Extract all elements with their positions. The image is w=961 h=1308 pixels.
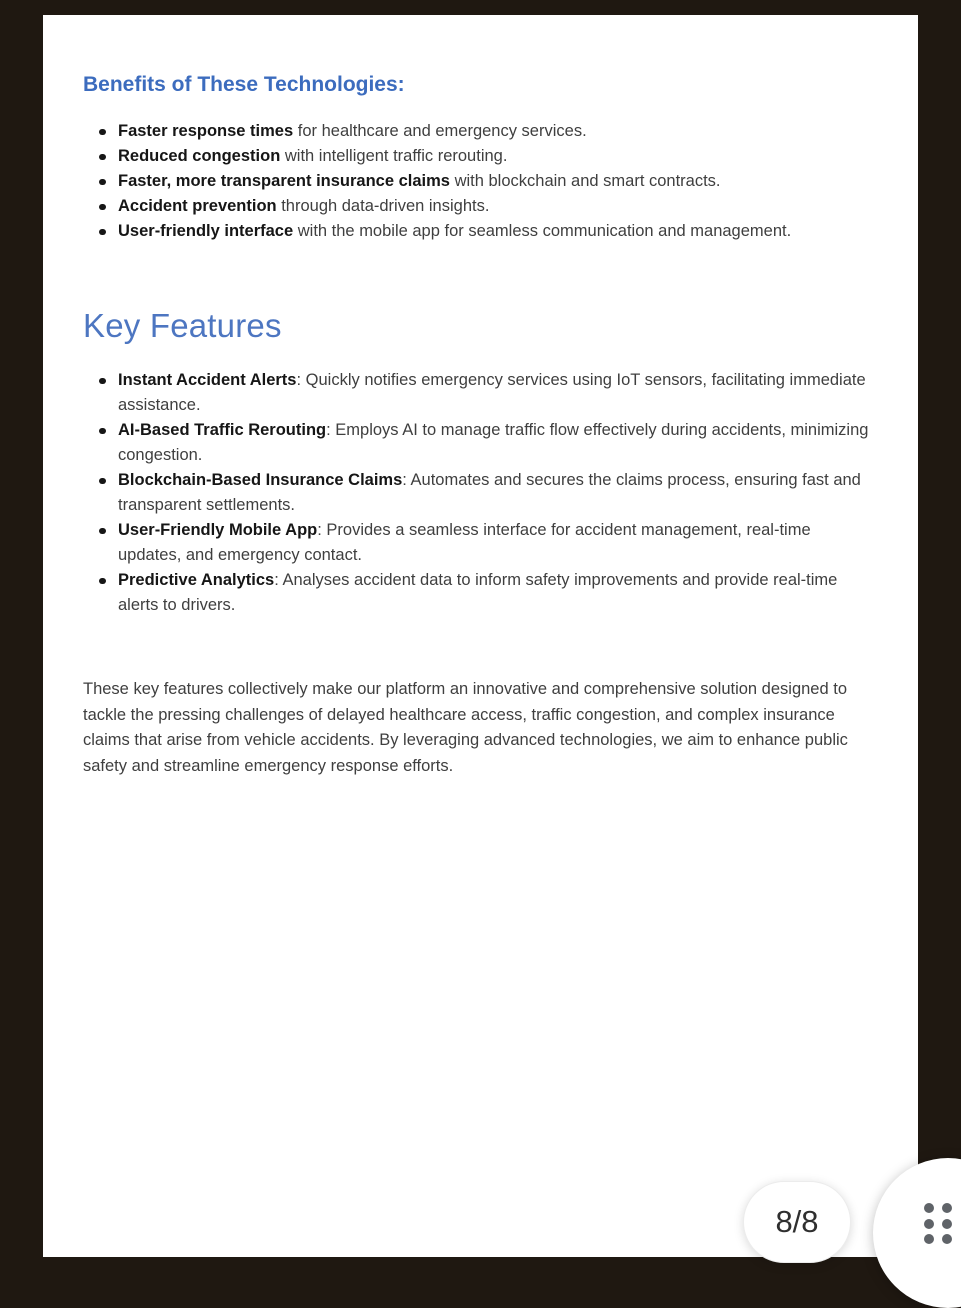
benefit-rest: with the mobile app for seamless communication and management. [293,222,792,240]
feature-desc: : Analyses accident data to inform safety improvements and provide real-time alerts to drivers. [118,571,838,614]
list-item [83,568,876,618]
features-list [83,368,876,618]
benefit-term: Accident prevention [118,197,277,215]
list-item [83,368,876,418]
list-item [83,169,876,194]
benefit-term: Reduced congestion [118,147,281,165]
list-item [83,194,876,219]
list-item [83,219,876,244]
six-dot-grid-icon [924,1203,952,1244]
benefit-term: User-friendly interface [118,222,294,240]
benefit-rest: through data-driven insights. [276,197,490,215]
benefit-rest: with blockchain and smart contracts. [449,172,721,190]
feature-term: User-Friendly Mobile App [118,521,318,539]
benefit-rest: for healthcare and emergency services. [293,122,587,140]
list-item [83,518,876,568]
feature-term: Instant Accident Alerts [118,371,297,389]
benefits-list [83,119,876,244]
closing-paragraph: These key features collectively make our platform an innovative and comprehensive solution designed to tackle the pressing challenges of delayed healthcare access, traffic congestion, and complex insurance claims that arise from vehicle accidents. By leveraging advanced technologies, we aim to enhance public safety and streamline emergency response efforts. [83,680,848,775]
document-content [43,15,918,779]
list-item [83,468,876,518]
document-page [43,15,918,1257]
list-item [83,119,876,144]
key-features-heading: Key Features [83,307,282,344]
benefit-term: Faster response times [118,122,294,140]
benefit-term: Faster, more transparent insurance claims [118,172,450,190]
feature-term: Predictive Analytics [118,571,275,589]
list-item [83,418,876,468]
feature-term: AI-Based Traffic Rerouting [118,421,327,439]
benefits-heading: Benefits of These Technologies: [83,73,405,96]
feature-desc: : Employs AI to manage traffic flow effectively during accidents, minimizing congestion. [118,421,869,464]
feature-desc: : Automates and secures the claims process, ensuring fast and transparent settlements. [118,471,861,514]
benefit-rest: with intelligent traffic rerouting. [280,147,508,165]
page-indicator[interactable]: 8/8 [743,1181,851,1263]
list-item [83,144,876,169]
feature-desc: : Provides a seamless interface for accident management, real-time updates, and emergency contact. [118,521,811,564]
feature-term: Blockchain-Based Insurance Claims [118,471,403,489]
feature-desc: : Quickly notifies emergency services using IoT sensors, facilitating immediate assistance. [118,371,866,414]
